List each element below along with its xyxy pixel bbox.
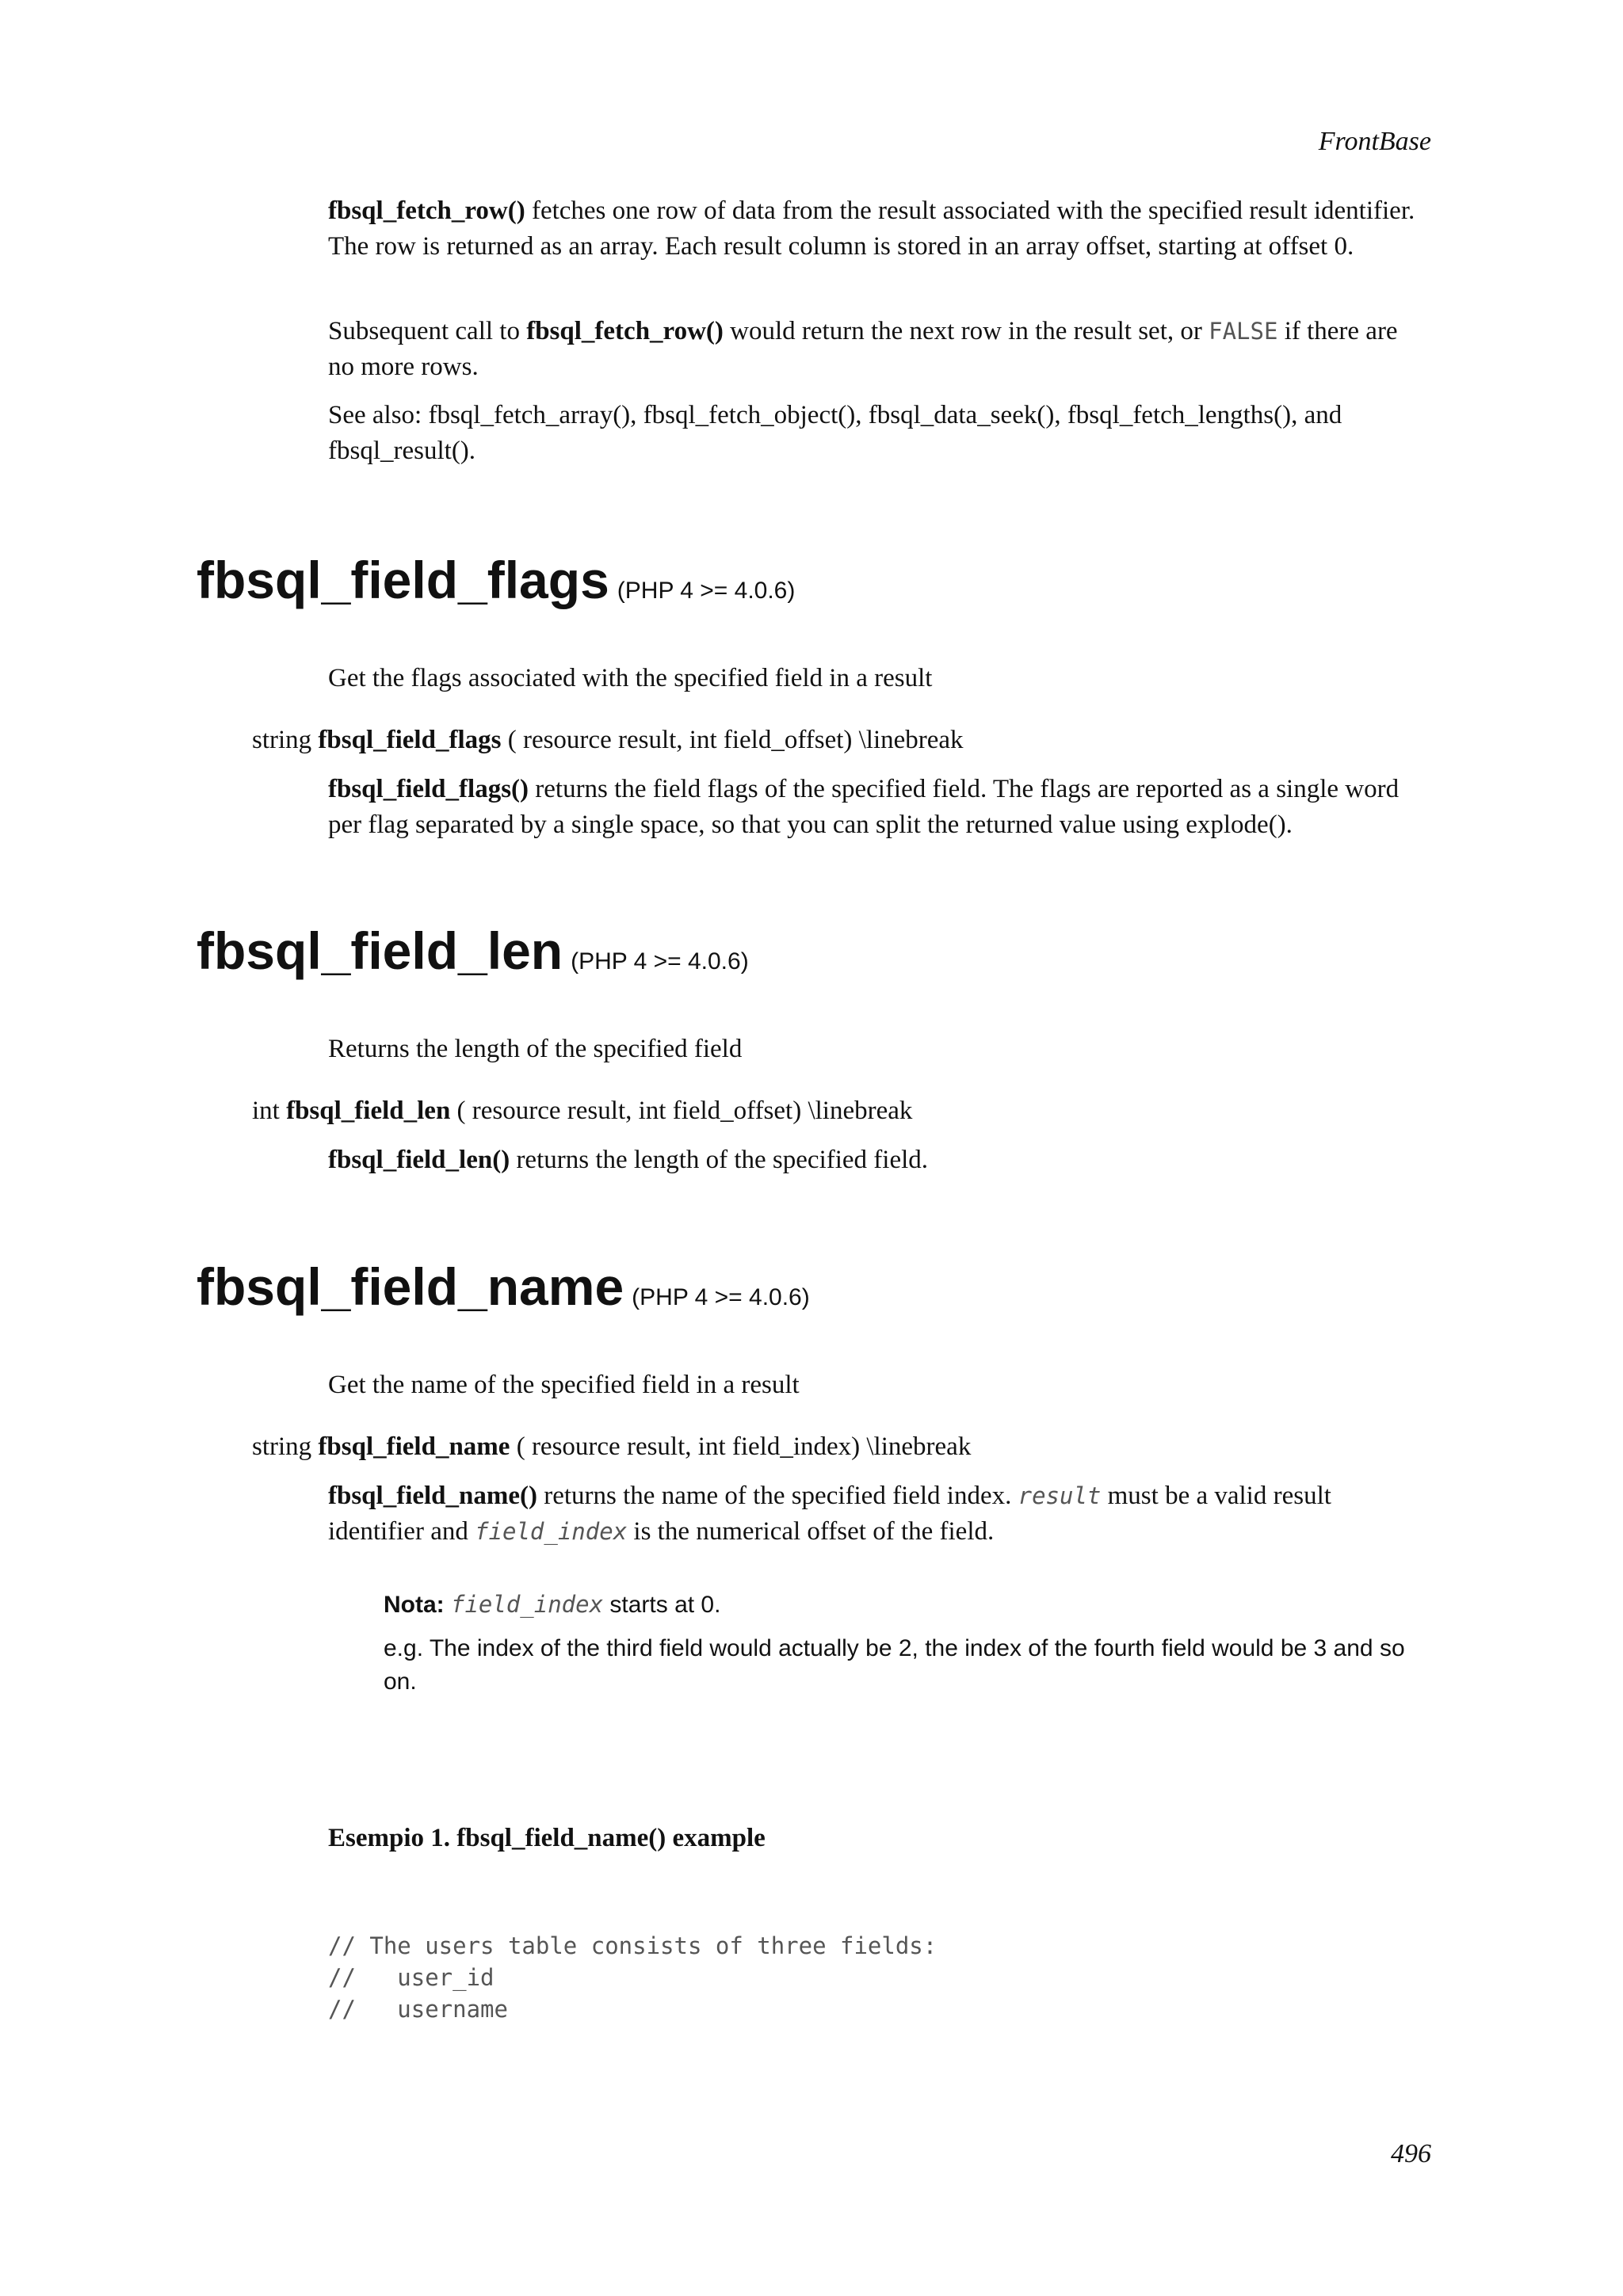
- function-name: fbsql_field_name(): [328, 1482, 537, 1510]
- note: [384, 1588, 1414, 1622]
- text: returns the name of the specified field index.: [537, 1482, 1018, 1510]
- function-title: fbsql_field_flags: [197, 551, 609, 609]
- page-number: 496: [1391, 2139, 1431, 2168]
- field-name-summary: Get the name of the specified field in a result: [328, 1371, 800, 1399]
- php-version: (PHP 4 >= 4.0.6): [617, 578, 796, 604]
- field-len-synopsis: [252, 1093, 1425, 1129]
- return-type: int: [252, 1097, 287, 1125]
- text: if there are no more rows.: [328, 317, 1398, 381]
- field-flags-description: [328, 772, 1422, 843]
- field-name-description: [328, 1478, 1422, 1550]
- page-header: FrontBase: [1318, 127, 1431, 156]
- field-len-summary: Returns the length of the specified field: [328, 1035, 743, 1063]
- text: must be a valid result identifier and: [328, 1482, 1331, 1546]
- text: would return the next row in the result set, or: [723, 317, 1209, 345]
- fetch-row-see-also: See also: fbsql_fetch_array(), fbsql_fetch_object(), fbsql_data_seek(), fbsql_fetch_lengths(), and fbsql_result().: [328, 401, 1342, 465]
- function-name: fbsql_field_len(): [328, 1146, 510, 1174]
- function-title: fbsql_field_name: [197, 1257, 624, 1316]
- arguments: ( resource result, int field_offset) \linebreak: [450, 1097, 913, 1125]
- field-len-description: [328, 1142, 1422, 1178]
- fetch-row-description: [328, 193, 1422, 265]
- function-name: fbsql_field_flags: [318, 726, 502, 754]
- param-result: result: [1018, 1482, 1102, 1509]
- function-name: fbsql_fetch_row(): [328, 196, 525, 225]
- function-name: fbsql_fetch_row(): [526, 317, 724, 345]
- section-title-field-flags: [197, 548, 795, 623]
- field-flags-summary: Get the flags associated with the specified field in a result: [328, 664, 933, 692]
- param-field-index: field_index: [451, 1591, 604, 1618]
- fetch-row-subsequent: [328, 314, 1422, 385]
- code-line: // username: [328, 1996, 508, 2023]
- text: is the numerical offset of the field.: [627, 1517, 995, 1546]
- text: returns the length of the specified field.: [510, 1146, 929, 1174]
- note-example-text: e.g. The index of the third field would actually be 2, the index of the fourth field would be 3 and so on.: [384, 1635, 1405, 1695]
- note-label: Nota:: [384, 1592, 445, 1618]
- field-name-synopsis: [252, 1429, 1425, 1465]
- code-block: [328, 1930, 937, 2025]
- section-title-field-len: [197, 919, 749, 994]
- arguments: ( resource result, int field_offset) \linebreak: [501, 726, 964, 754]
- code-line: // user_id: [328, 1964, 495, 1991]
- example-title: Esempio 1. fbsql_field_name() example: [328, 1824, 766, 1852]
- function-name: fbsql_field_flags(): [328, 775, 529, 803]
- return-type: string: [252, 726, 319, 754]
- arguments: ( resource result, int field_index) \linebreak: [510, 1432, 972, 1461]
- text: starts at 0.: [603, 1592, 721, 1618]
- constant-false: FALSE: [1209, 318, 1278, 345]
- param-field-index: field_index: [475, 1518, 628, 1545]
- function-name: fbsql_field_name: [318, 1432, 510, 1461]
- return-type: string: [252, 1432, 319, 1461]
- php-version: (PHP 4 >= 4.0.6): [632, 1284, 810, 1310]
- text: returns the field flags of the specified field. The flags are reported as a single word per flag separated by a single space, so that you can split the returned value using explode().: [328, 775, 1400, 839]
- section-title-field-name: [197, 1255, 810, 1329]
- php-version: (PHP 4 >= 4.0.6): [571, 948, 749, 974]
- text: fetches one row of data from the result associated with the specified result identifier. The row is returned as an array. Each result column is stored in an array offset, starting at offset 0.: [328, 196, 1415, 261]
- function-title: fbsql_field_len: [197, 921, 563, 980]
- code-line: // The users table consists of three fields:: [328, 1932, 938, 1959]
- text: Subsequent call to: [328, 317, 527, 345]
- function-name: fbsql_field_len: [286, 1097, 451, 1125]
- field-flags-synopsis: [252, 723, 1425, 758]
